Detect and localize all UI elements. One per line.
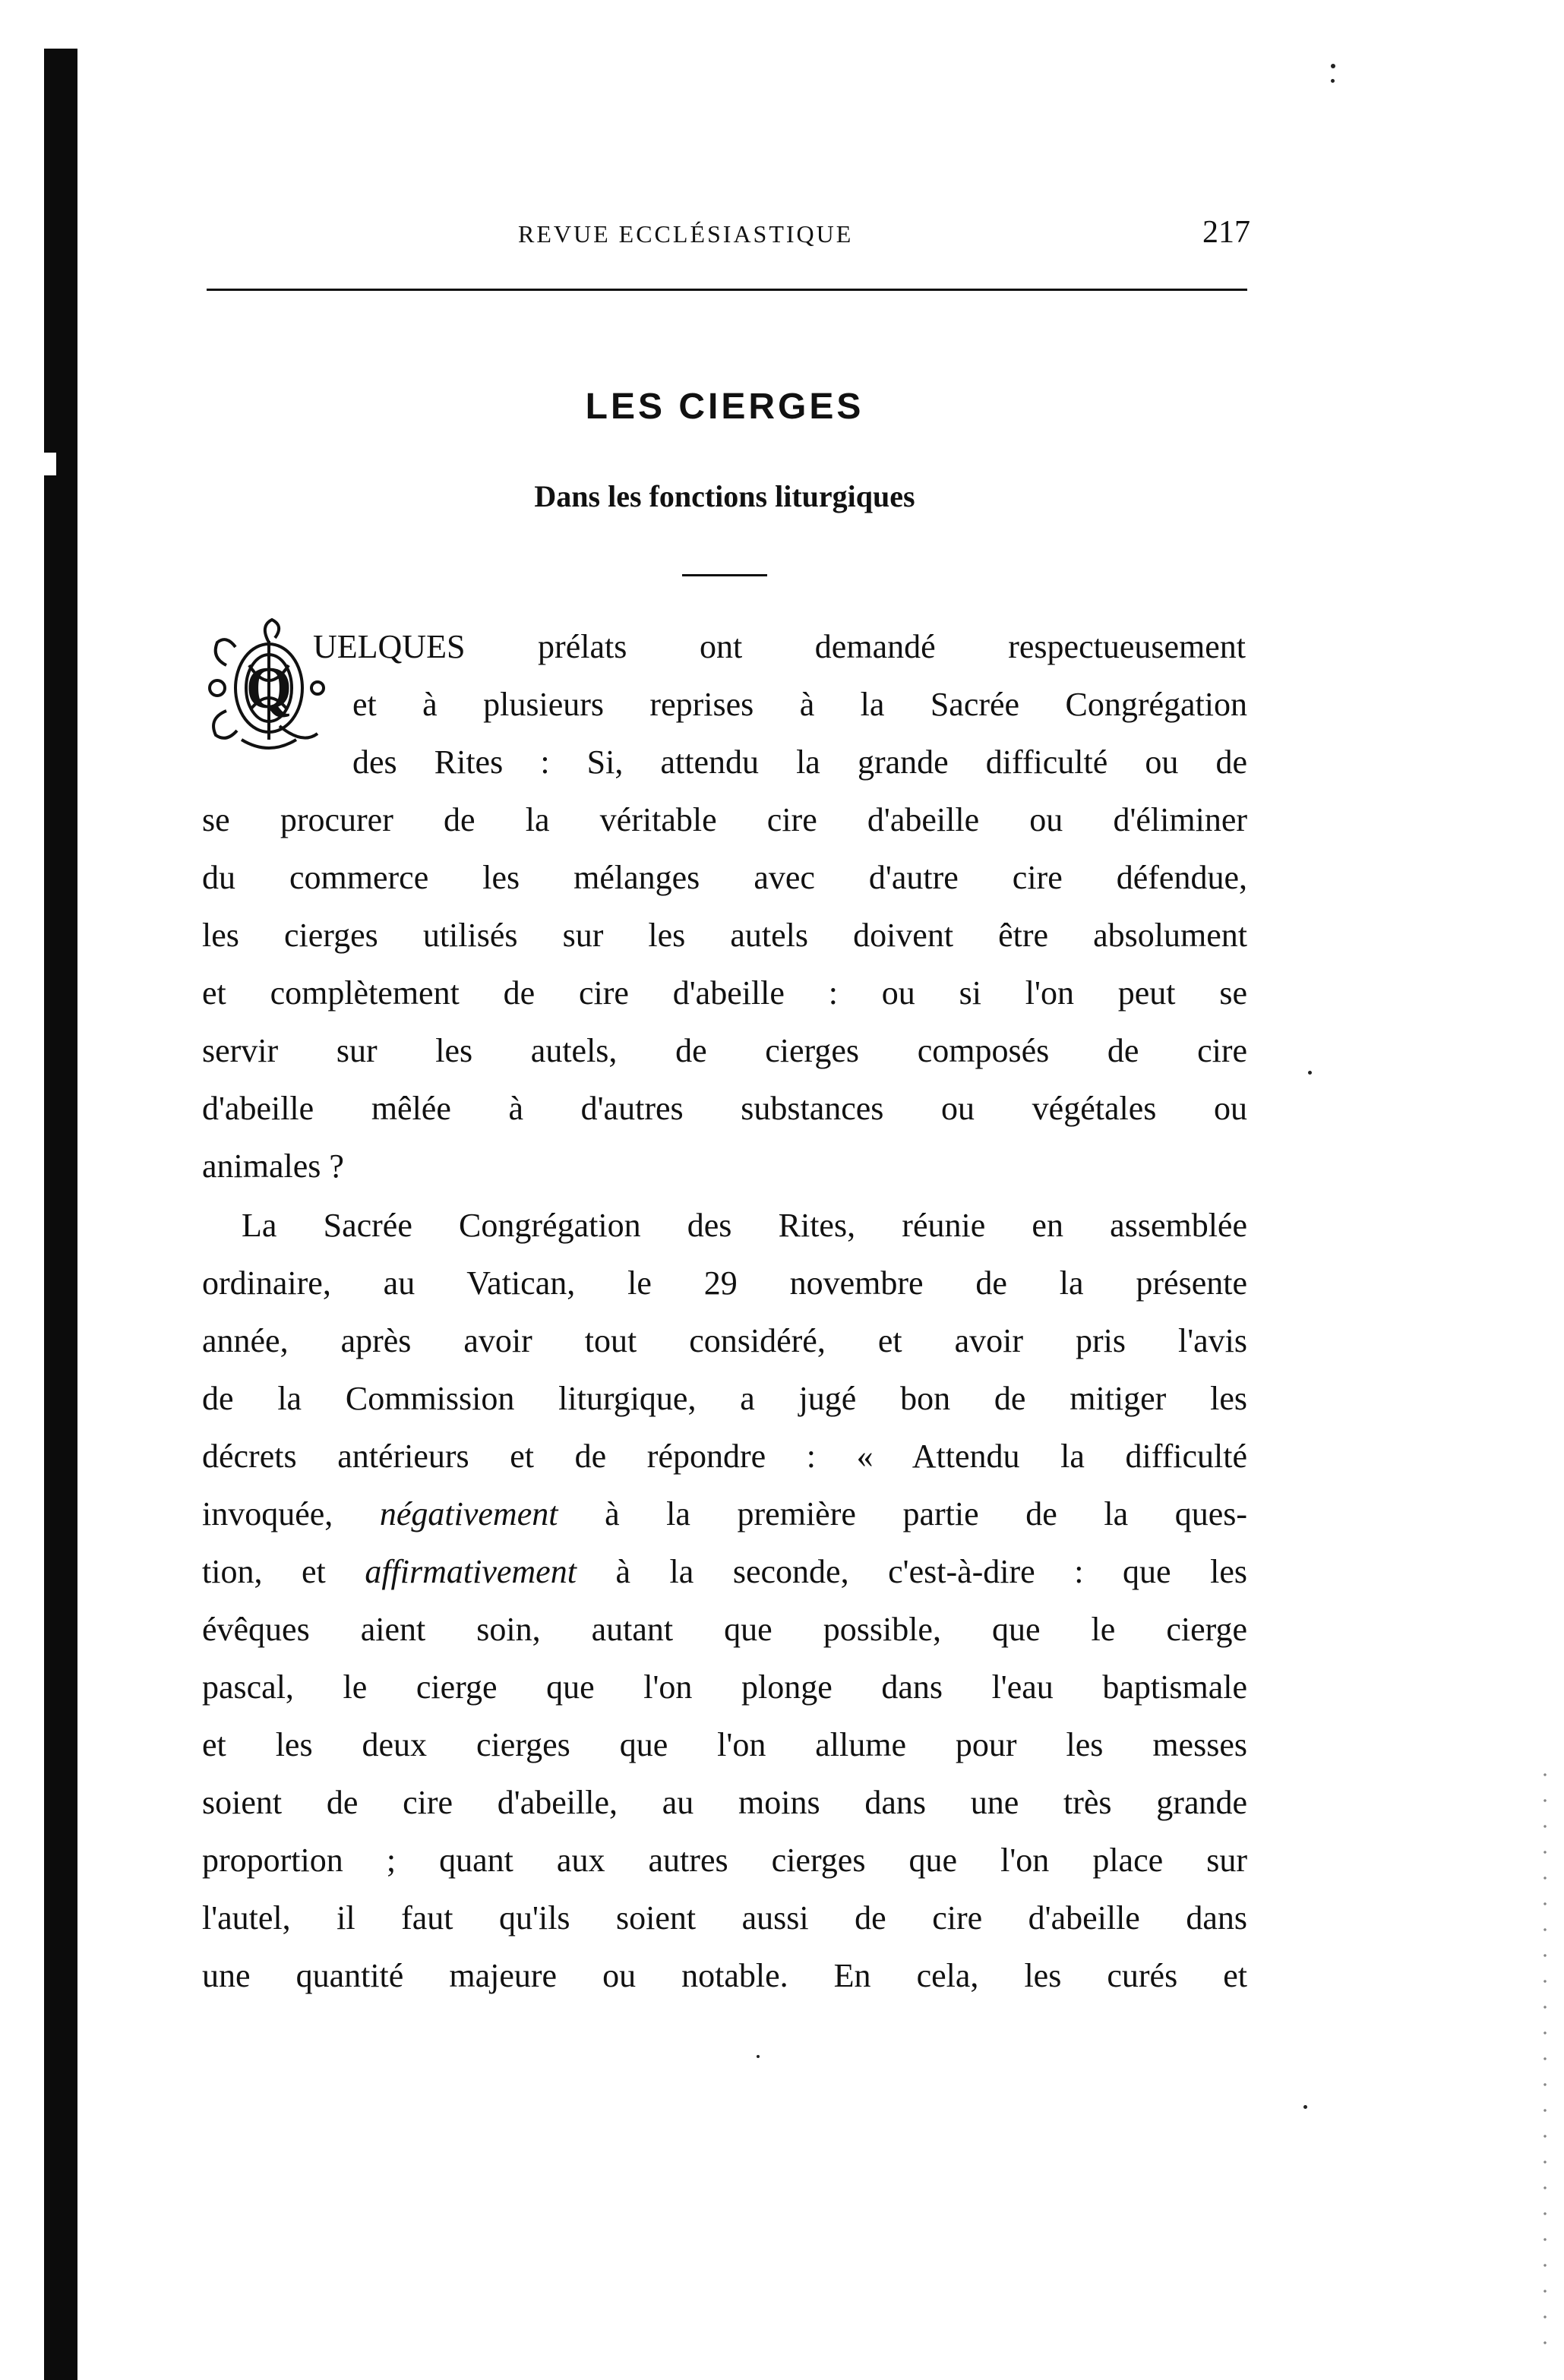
italic-term: affirmativement bbox=[365, 1553, 577, 1590]
article-title: LES CIERGES bbox=[585, 387, 864, 427]
line-text: invoquée, bbox=[202, 1495, 380, 1532]
article-subtitle: Dans les fonctions liturgiques bbox=[534, 479, 915, 513]
page-number: 217 bbox=[1202, 215, 1250, 250]
scan-border-notch bbox=[44, 453, 56, 475]
text-line: UELQUES prélats ont demandé respectueusement bbox=[313, 628, 1246, 665]
text-line: décrets antérieurs et de répondre : « Attendu la difficulté bbox=[202, 1438, 1247, 1475]
scan-speck bbox=[1331, 64, 1335, 68]
text-line: servir sur les autels, de cierges composés de cire bbox=[202, 1032, 1247, 1069]
title-divider bbox=[682, 574, 767, 576]
line-text: à la seconde, c'est-à-dire : que les bbox=[576, 1553, 1247, 1590]
text-line: La Sacrée Congrégation des Rites, réunie en assemblée bbox=[242, 1207, 1247, 1244]
text-line: d'abeille mêlée à d'autres substances ou végétales ou bbox=[202, 1090, 1247, 1127]
scan-speck bbox=[1331, 79, 1335, 83]
text-line: année, après avoir tout considéré, et avoir pris l'avis bbox=[202, 1322, 1247, 1359]
scan-speck bbox=[1308, 1071, 1312, 1075]
text-line: les cierges utilisés sur les autels doivent être absolument bbox=[202, 917, 1247, 954]
scan-speck bbox=[1303, 2105, 1307, 2109]
italic-term: négativement bbox=[379, 1495, 558, 1532]
text-line: des Rites : Si, attendu la grande difficulté ou de bbox=[352, 743, 1247, 781]
header-rule bbox=[207, 289, 1247, 291]
text-line: se procurer de la véritable cire d'abeille ou d'éliminer bbox=[202, 801, 1247, 838]
text-line: et complètement de cire d'abeille : ou si l'on peut se bbox=[202, 974, 1247, 1012]
text-line bbox=[202, 1491, 1247, 1537]
running-title: REVUE ECCLÉSIASTIQUE bbox=[518, 220, 854, 248]
line-text: tion, et bbox=[202, 1553, 365, 1590]
text-line: pascal, le cierge que l'on plonge dans l'eau baptismale bbox=[202, 1668, 1247, 1706]
text-line: soient de cire d'abeille, au moins dans une très grande bbox=[202, 1784, 1247, 1821]
text-line: ordinaire, au Vatican, le 29 novembre de la présente bbox=[202, 1264, 1247, 1302]
drop-cap-letter: Q bbox=[245, 655, 292, 721]
drop-cap-ornament bbox=[196, 612, 325, 764]
text-line: une quantité majeure ou notable. En cela, les curés et bbox=[202, 1957, 1247, 1994]
text-line: et à plusieurs reprises à la Sacrée Congrégation bbox=[352, 686, 1247, 723]
text-line: animales ? bbox=[202, 1147, 344, 1185]
text-line: du commerce les mélanges avec d'autre cire défendue, bbox=[202, 859, 1247, 896]
text-line: de la Commission liturgique, a jugé bon de mitiger les bbox=[202, 1380, 1247, 1417]
scan-speck bbox=[757, 2055, 760, 2058]
text-line: l'autel, il faut qu'ils soient aussi de cire d'abeille dans bbox=[202, 1899, 1247, 1937]
scan-border-left bbox=[44, 49, 77, 2380]
scan-border-right-marks bbox=[1537, 1762, 1553, 2354]
text-line: évêques aient soin, autant que possible, que le cierge bbox=[202, 1611, 1247, 1648]
text-line: proportion ; quant aux autres cierges que l'on place sur bbox=[202, 1842, 1247, 1879]
line-text: à la première partie de la ques- bbox=[558, 1495, 1247, 1532]
text-line bbox=[202, 1549, 1247, 1595]
running-header bbox=[199, 213, 1250, 258]
text-line: et les deux cierges que l'on allume pour les messes bbox=[202, 1726, 1247, 1763]
